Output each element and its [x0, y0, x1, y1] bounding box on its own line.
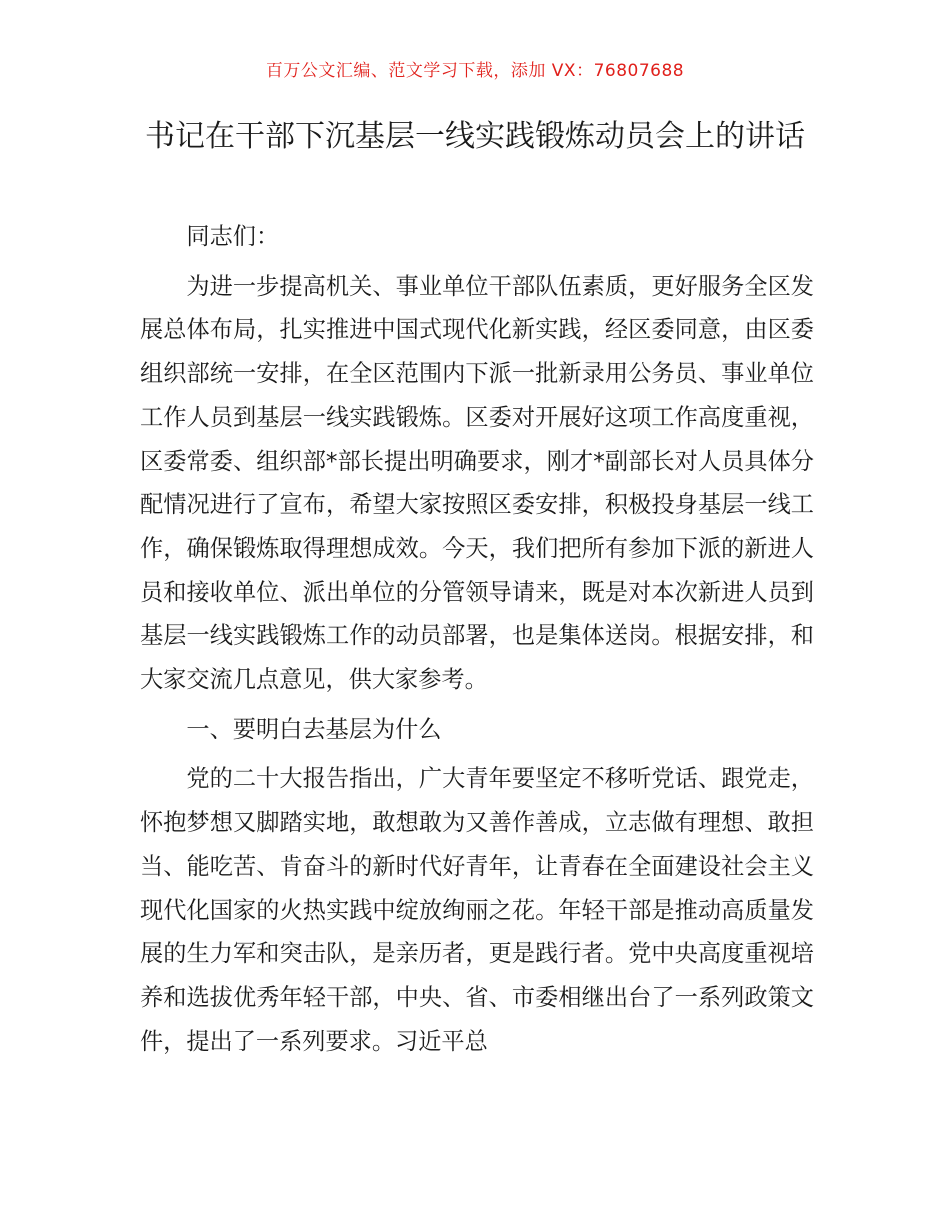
document-body: [140, 215, 814, 1063]
salutation: 同志们：: [186, 223, 280, 250]
header-watermark-text: 百万公文汇编、范文学习下载，添加 VX：76807688: [265, 61, 685, 81]
body-paragraph: 为进一步提高机关、事业单位干部队伍素质，更好服务全区发展总体布局，扎实推进中国式现代化新实践，经区委同意，由区委组织部统一安排，在全区范围内下派一批新录用公务员、事业单位工作人员到基层一线实践锻炼。区委对开展好这项工作高度重视，区委常委、组织部*部长提出明确要求，刚才*副部长对人员具体分配情况进行了宣布，希望大家按照区委安排，积极投身基层一线工作，确保锻炼取得理想成效。今天，我们把所有参加下派的新进人员和接收单位、派出单位的分管领导请来，既是对本次新进人员到基层一线实践锻炼工作的动员部署，也是集体送岗。根据安排，和大家交流几点意见，供大家参考。: [140, 272, 814, 694]
section-heading: 一、要明白去基层为什么: [186, 715, 442, 743]
body-paragraph: 党的二十大报告指出，广大青年要坚定不移听党话、跟党走，怀抱梦想又脚踏实地，敢想敢为又善作善成，立志做有理想、敢担当、能吃苦、肯奋斗的新时代好青年，让青春在全面建设社会主义现代化国家的火热实践中绽放绚丽之花。年轻干部是推动高质量发展的生力军和突击队，是亲历者，更是践行者。党中央高度重视培养和选拔优秀年轻干部，中央、省、市委相继出台了一系列政策文件，提出了一系列要求。习近平总: [140, 765, 814, 1055]
page-title: 书记在干部下沉基层一线实践锻炼动员会上的讲话: [145, 119, 805, 154]
